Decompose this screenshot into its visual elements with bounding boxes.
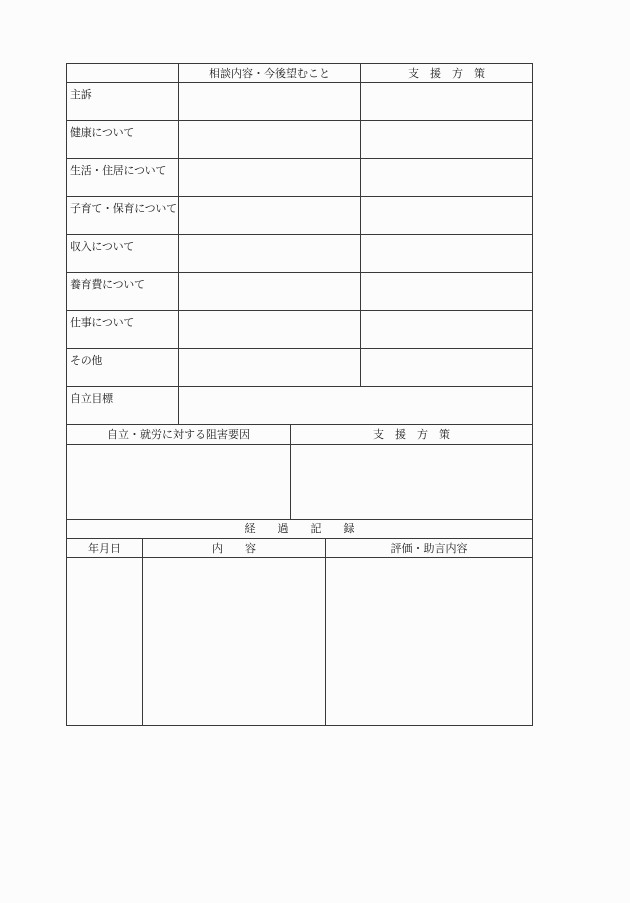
consult-cell-main-complaint[interactable] xyxy=(179,83,361,121)
content-header: 内 容 xyxy=(143,539,326,558)
support-cell-child-support[interactable] xyxy=(361,273,533,311)
evaluation-cell[interactable] xyxy=(326,558,533,726)
row-label-main-complaint: 主訴 xyxy=(67,83,179,121)
content-cell[interactable] xyxy=(143,558,326,726)
consult-header: 相談内容・今後望むこと xyxy=(179,64,361,83)
progress-record-title: 経 過 記 録 xyxy=(67,520,533,539)
row-label-health: 健康について xyxy=(67,121,179,159)
consult-cell-income[interactable] xyxy=(179,235,361,273)
consult-cell-child-support[interactable] xyxy=(179,273,361,311)
support-cell-work[interactable] xyxy=(361,311,533,349)
support-cell-living[interactable] xyxy=(361,159,533,197)
date-header: 年月日 xyxy=(67,539,143,558)
support-cell-childcare[interactable] xyxy=(361,197,533,235)
support-cell-main-complaint[interactable] xyxy=(361,83,533,121)
row-label-other: その他 xyxy=(67,349,179,387)
support-cell-income[interactable] xyxy=(361,235,533,273)
support-cell-health[interactable] xyxy=(361,121,533,159)
barrier-cell[interactable] xyxy=(67,444,291,519)
barrier-header: 自立・就労に対する阻害要因 xyxy=(67,425,291,444)
consultation-table xyxy=(66,63,533,425)
barrier-support-header: 支 援 方 策 xyxy=(291,425,533,444)
consult-cell-health[interactable] xyxy=(179,121,361,159)
row-label-childcare: 子育て・保育について xyxy=(67,197,179,235)
row-label-income: 収入について xyxy=(67,235,179,273)
consult-cell-other[interactable] xyxy=(179,349,361,387)
row-label-living: 生活・住居について xyxy=(67,159,179,197)
consult-cell-childcare[interactable] xyxy=(179,197,361,235)
row-label-work: 仕事について xyxy=(67,311,179,349)
goal-cell[interactable] xyxy=(179,387,533,425)
consult-cell-work[interactable] xyxy=(179,311,361,349)
progress-record-table xyxy=(66,520,533,727)
barrier-support-cell[interactable] xyxy=(291,444,533,519)
support-header: 支 援 方 策 xyxy=(361,64,533,83)
row-label-goal: 自立目標 xyxy=(67,387,179,425)
barrier-table xyxy=(66,425,533,520)
evaluation-header: 評価・助言内容 xyxy=(326,539,533,558)
support-cell-other[interactable] xyxy=(361,349,533,387)
support-plan-form xyxy=(66,63,532,726)
date-cell[interactable] xyxy=(67,558,143,726)
consult-cell-living[interactable] xyxy=(179,159,361,197)
row-label-child-support: 養育費について xyxy=(67,273,179,311)
corner-cell xyxy=(67,64,179,83)
